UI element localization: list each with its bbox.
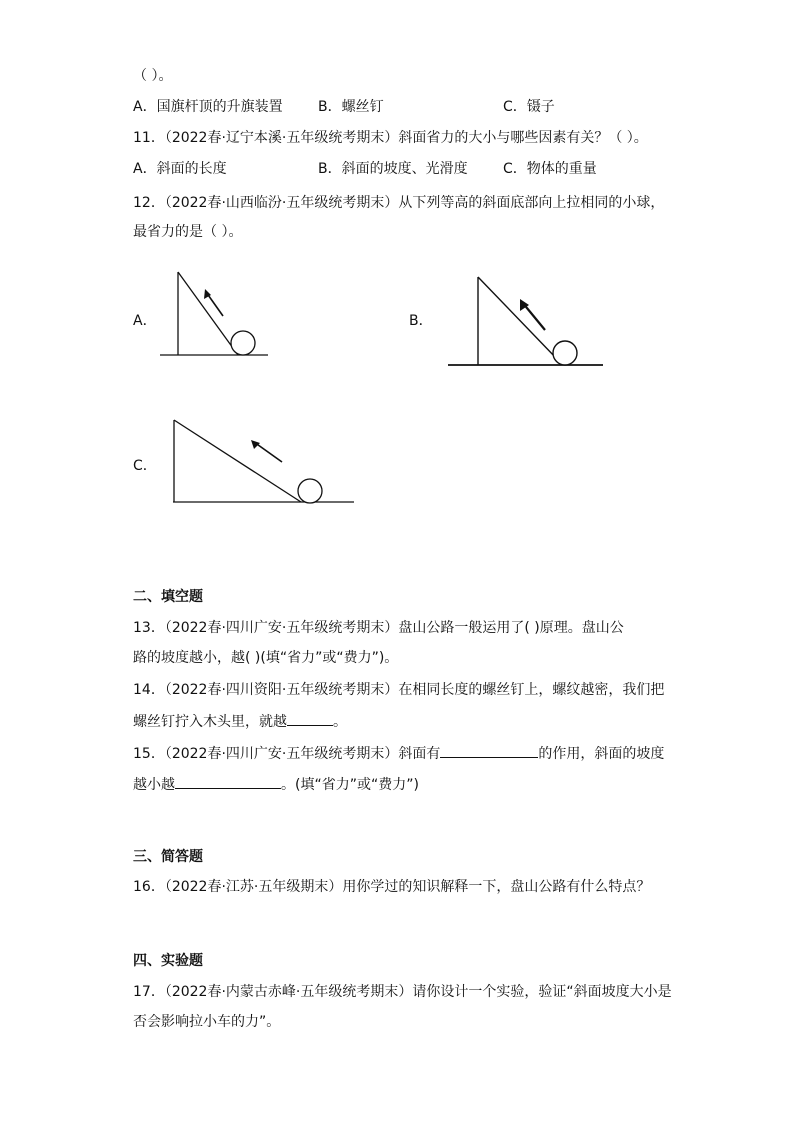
q14-line2-pre: 螺丝钉拧入木头里，就越 (133, 714, 287, 730)
q10-option-a[interactable]: A．国旗杆顶的升旗装置 (133, 99, 283, 115)
q15-question-line1 (133, 743, 664, 764)
q15-answer-blank-1[interactable] (440, 743, 538, 758)
q12-question-line1: 12．（2022春·山西临汾·五年级统考期末）从下列等高的斜面底部向上拉相同的小球， (133, 195, 665, 211)
q13-question-line2: 路的坡度越小，越( )(填“省力”或“费力”)。 (133, 650, 399, 666)
q14-question-line1: 14．（2022春·四川资阳·五年级统考期末）在相同长度的螺丝钉上，螺纹越密，我们把 (133, 682, 665, 698)
q13-question-line1: 13．（2022春·四川广安·五年级统考期末）盘山公路一般运用了( )原理。盘山公 (133, 620, 624, 636)
section-2-title: 二、填空题 (133, 589, 203, 605)
section-4-title: 四、实验题 (133, 953, 203, 969)
q15-answer-blank-2[interactable] (175, 774, 281, 789)
q11-option-a[interactable]: A．斜面的长度 (133, 161, 227, 177)
q16-question: 16．（2022春·江苏·五年级期末）用你学过的知识解释一下，盘山公路有什么特点？ (133, 879, 651, 895)
q11-option-c[interactable]: C．物体的重量 (503, 161, 597, 177)
q12-question-line2: 最省力的是（ ）。 (133, 224, 243, 240)
q14-answer-blank[interactable] (287, 711, 333, 726)
q15-line2-pre: 越小越 (133, 777, 175, 793)
q10-tail: （ ）。 (133, 68, 173, 84)
q12-figure-c-incline (168, 416, 358, 508)
q17-question-line2: 否会影响拉小车的力”。 (133, 1014, 281, 1030)
q15-line2-post: 。(填“省力”或“费力”) (281, 777, 419, 793)
q14-question-line2 (133, 711, 347, 732)
q17-question-line1: 17．（2022春·内蒙古赤峰·五年级统考期末）请你设计一个实验，验证“斜面坡度大小是 (133, 984, 672, 1000)
q11-option-b[interactable]: B．斜面的坡度、光滑度 (318, 161, 468, 177)
q11-question: 11．（2022春·辽宁本溪·五年级统考期末）斜面省力的大小与哪些因素有关？（ ）。 (133, 130, 648, 146)
q15-line1-pre: 15．（2022春·四川广安·五年级统考期末）斜面有 (133, 746, 441, 762)
q10-option-b[interactable]: B．螺丝钉 (318, 99, 384, 115)
q15-question-line2 (133, 774, 419, 795)
q14-line2-post: 。 (333, 714, 347, 730)
q12-figure-c-label[interactable]: C． (133, 458, 157, 474)
q15-line1-post: 的作用，斜面的坡度 (538, 746, 665, 762)
q10-option-c[interactable]: C．镊子 (503, 99, 555, 115)
q12-figure-b-label[interactable]: B． (409, 313, 433, 329)
q12-figure-a-label[interactable]: A． (133, 313, 157, 329)
q12-figure-b-incline (445, 274, 610, 370)
q12-figure-a-incline (158, 268, 278, 360)
section-3-title: 三、简答题 (133, 849, 203, 865)
